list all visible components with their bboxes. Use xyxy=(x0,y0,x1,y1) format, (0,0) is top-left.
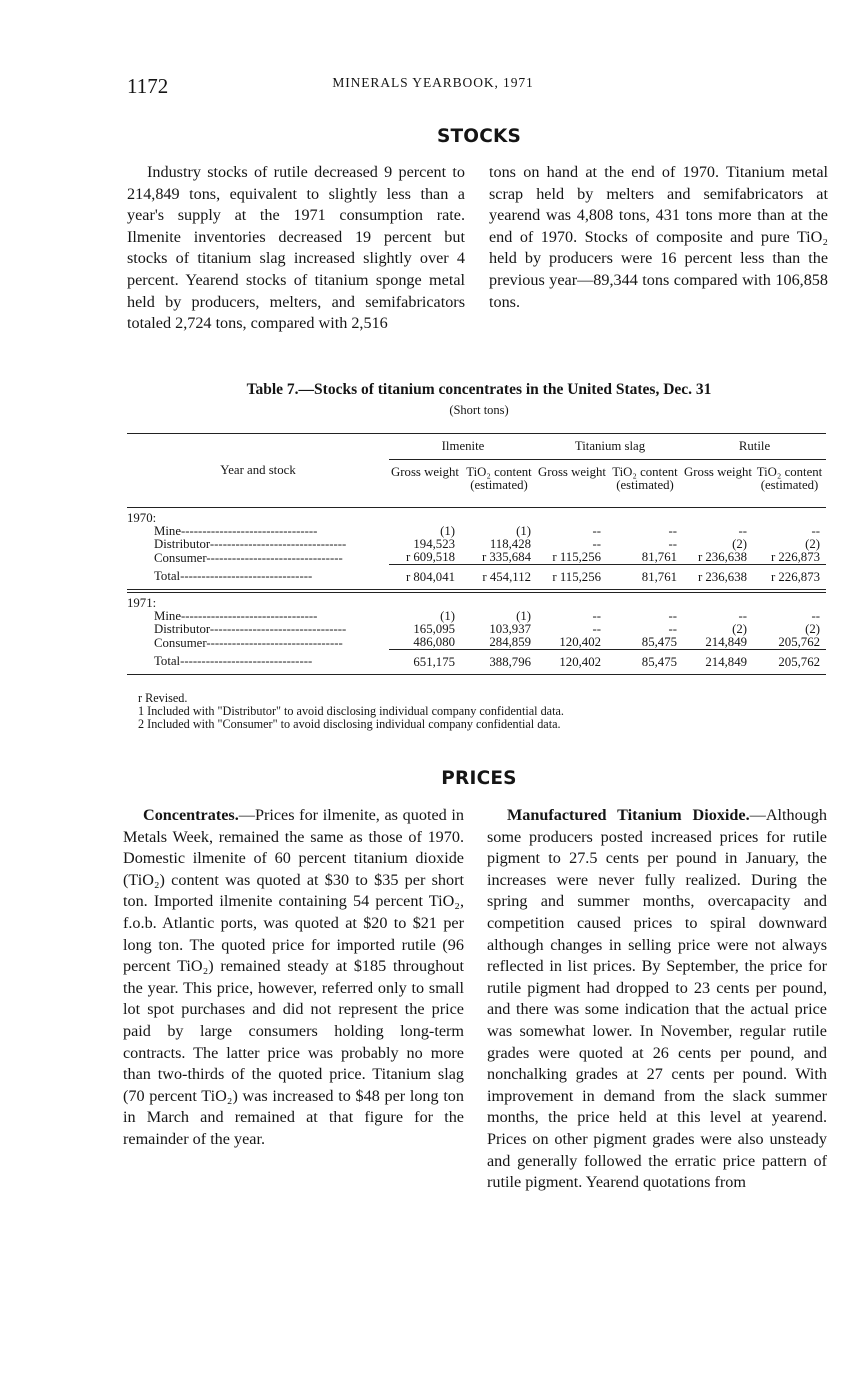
table-cell: (2) xyxy=(805,621,820,636)
table-cell: -- xyxy=(592,523,601,538)
row-label: Mine xyxy=(154,609,182,623)
stocks-heading: STOCKS xyxy=(436,126,522,147)
column-header: Gross weight xyxy=(391,465,459,479)
table-cell: 214,849 xyxy=(683,650,753,675)
table-cell: -- xyxy=(738,608,747,623)
table-cell: (2) xyxy=(805,536,820,551)
table-cell: -- xyxy=(811,523,820,538)
table-cell: 85,475 xyxy=(607,650,683,675)
row-label: Distributor xyxy=(154,537,210,551)
section-year: 1970: xyxy=(127,510,157,525)
table-footnotes xyxy=(138,692,564,732)
table-cell: 165,095 xyxy=(413,621,455,636)
stocks-table xyxy=(127,433,826,675)
table-cell: -- xyxy=(668,536,677,551)
stocks-right-column xyxy=(489,162,828,313)
total-row: Total------------------------------- 651,175 388,796 120,402 85,475 214,849 205,762 xyxy=(127,650,826,675)
footnote: 2 Included with "Consumer" to avoid disclosing individual company confidential data. xyxy=(138,717,561,732)
table-cell: r 236,638 xyxy=(683,565,753,590)
table-cell: -- xyxy=(811,608,820,623)
table-row: Consumer-------------------------------- 486,080 284,859 120,402 85,475 214,849 205,762 xyxy=(127,636,826,650)
table-cell: 284,859 xyxy=(489,635,531,649)
tio2-paragraph: —Although some producers posted increased prices for rutile pigment to 27.5 cents per pound in January, the increases were never fully realized. During the spring and summer months, overcapacity and competition caused prices to spiral downward although changes in selling price were not always reflected in list prices. By September, the price for rutile pigment had dropped to 23 cents per pound, and there was some indication that the actual price was somewhat lower. In November, regular rutile grades were quoted at 26 cents per pound, and nonchalking grades at 27 cents per pound. With improvement in demand from the slack summer months, the price held at this level at yearend. Prices on other pigment grades were also unsteady and generally followed the erratic price pattern of rutile pigment. Yearend quotations from xyxy=(487,806,827,1192)
table-cell: -- xyxy=(592,536,601,551)
table-cell: 205,762 xyxy=(753,650,826,675)
table-cell: r 609,518 xyxy=(405,550,455,564)
section-year: 1971: xyxy=(127,595,157,610)
tio2-lead: Manufactured Titanium Dioxide. xyxy=(507,806,750,824)
column-header: TiO₂ content (estimated) xyxy=(612,465,678,492)
table-cell: 120,402 xyxy=(537,650,607,675)
table-row: Mine-------------------------------- (1) (1) -- -- -- -- xyxy=(127,610,826,623)
prices-left-column xyxy=(123,805,464,1151)
row-label: Mine xyxy=(154,524,182,538)
footnote: r Revised. xyxy=(138,691,188,705)
table-cell: r 236,638 xyxy=(697,550,747,564)
stocks-left-column xyxy=(127,162,465,335)
table-cell: -- xyxy=(668,621,677,636)
concentrates-paragraph: —Prices for ilmenite, as quoted in Metals Week, remained the same as those of 1970. Domestic ilmenite of 60 percent titanium dioxide (TiO₂) content was quoted at $30 to $35 per short ton. Imported ilmenite containing 54 percent TiO₂, f.o.b. Atlantic ports, was quoted at $20 to $21 per long ton. The quoted price for imported rutile (96 percent TiO₂) remained steady at $185 throughout the year. This price, however, referred only to small lot spot purchases and did not represent the price paid by large consumers holding long-term contracts. The latter price was probably no more than two-thirds of the quoted price. Titanium slag (70 percent TiO₂) was increased to $48 per long ton in March and remained at that figure for the remainder of the year. xyxy=(123,806,464,1148)
table-cell: r 454,112 xyxy=(461,565,537,590)
table-cell: -- xyxy=(668,608,677,623)
row-label: Distributor xyxy=(154,622,210,636)
table-cell: -- xyxy=(738,523,747,538)
table-cell: (2) xyxy=(732,536,747,551)
table-cell: (1) xyxy=(440,608,455,623)
group-header-ilmenite: Ilmenite xyxy=(389,434,537,460)
row-label: Consumer xyxy=(154,635,207,650)
table-cell: 103,937 xyxy=(489,621,531,636)
concentrates-lead: Concentrates. xyxy=(143,806,239,824)
table-cell: 205,762 xyxy=(778,635,820,649)
table-cell: -- xyxy=(668,523,677,538)
table-subcaption: (Short tons) xyxy=(449,403,509,417)
prices-heading: PRICES xyxy=(441,768,517,789)
footnote: 1 Included with "Distributor" to avoid disclosing individual company confidential data. xyxy=(138,704,564,719)
row-label: Total xyxy=(154,569,181,584)
prices-right-column xyxy=(487,805,827,1194)
stocks-right-paragraph: tons on hand at the end of 1970. Titanium metal scrap held by melters and semifabricators at yearend was 4,808 tons, 431 tons more than at the end of 1970. Stocks of composite and pure TiO₂ held by producers were 16 percent less than the previous year—89,344 tons compared with 106,858 tons. xyxy=(489,163,828,311)
column-header: TiO₂ content (estimated) xyxy=(756,465,823,492)
row-label: Total xyxy=(154,654,181,669)
table-cell: r 226,873 xyxy=(770,550,820,564)
table-cell: 85,475 xyxy=(641,635,677,649)
column-header: TiO₂ content (estimated) xyxy=(466,465,532,492)
table-cell: 194,523 xyxy=(413,536,455,551)
row-label: Consumer xyxy=(154,550,207,565)
table-cell: 651,175 xyxy=(389,650,461,675)
table-cell: 81,761 xyxy=(641,550,677,564)
stocks-left-paragraph: Industry stocks of rutile decreased 9 percent to 214,849 tons, equivalent to slightly less than a year's supply at the 1971 consumption rate. Ilmenite inventories decreased 19 percent but stocks of titanium slag increased slightly over 4 percent. Yearend stocks of titanium sponge metal held by producers, melters, and semifabricators totaled 2,724 tons, compared with 2,516 xyxy=(127,163,465,333)
group-header-slag: Titanium slag xyxy=(537,434,683,460)
table-row: Consumer-------------------------------- r 609,518 r 335,684 r 115,256 81,761 r 236,638 r 226,873 xyxy=(127,551,826,565)
table-cell: -- xyxy=(592,621,601,636)
table-cell: r 226,873 xyxy=(753,565,826,590)
table-cell: r 335,684 xyxy=(481,550,531,564)
table-cell: 388,796 xyxy=(461,650,537,675)
table-cell: (1) xyxy=(516,523,531,538)
table-cell: -- xyxy=(592,608,601,623)
table-row: Distributor-------------------------------- 194,523 118,428 -- -- (2) (2) xyxy=(127,538,826,551)
column-header: Gross weight xyxy=(538,465,606,479)
table-cell: 120,402 xyxy=(559,635,601,649)
column-header: Gross weight xyxy=(684,465,752,479)
table-cell: (1) xyxy=(440,523,455,538)
group-header-rutile: Rutile xyxy=(683,434,826,460)
stub-header: Year and stock xyxy=(127,434,389,508)
table-cell: r 115,256 xyxy=(537,565,607,590)
table-cell: r 115,256 xyxy=(552,550,601,564)
total-row: Total------------------------------- r 804,041 r 454,112 r 115,256 81,761 r 236,638 r 226,873 xyxy=(127,565,826,590)
table-cell: r 804,041 xyxy=(389,565,461,590)
table-cell: 486,080 xyxy=(413,635,455,649)
table-caption: Table 7.—Stocks of titanium concentrates in the United States, Dec. 31 xyxy=(246,381,712,398)
table-cell: 214,849 xyxy=(705,635,747,649)
table-cell: (2) xyxy=(732,621,747,636)
table-row: Distributor-------------------------------- 165,095 103,937 -- -- (2) (2) xyxy=(127,623,826,636)
table-cell: (1) xyxy=(516,608,531,623)
table-cell: 118,428 xyxy=(489,536,531,551)
page-number: 1172 xyxy=(127,74,169,98)
table-cell: 81,761 xyxy=(607,565,683,590)
table-row: Mine-------------------------------- (1) (1) -- -- -- -- xyxy=(127,525,826,538)
running-title: MINERALS YEARBOOK, 1971 xyxy=(332,75,534,90)
